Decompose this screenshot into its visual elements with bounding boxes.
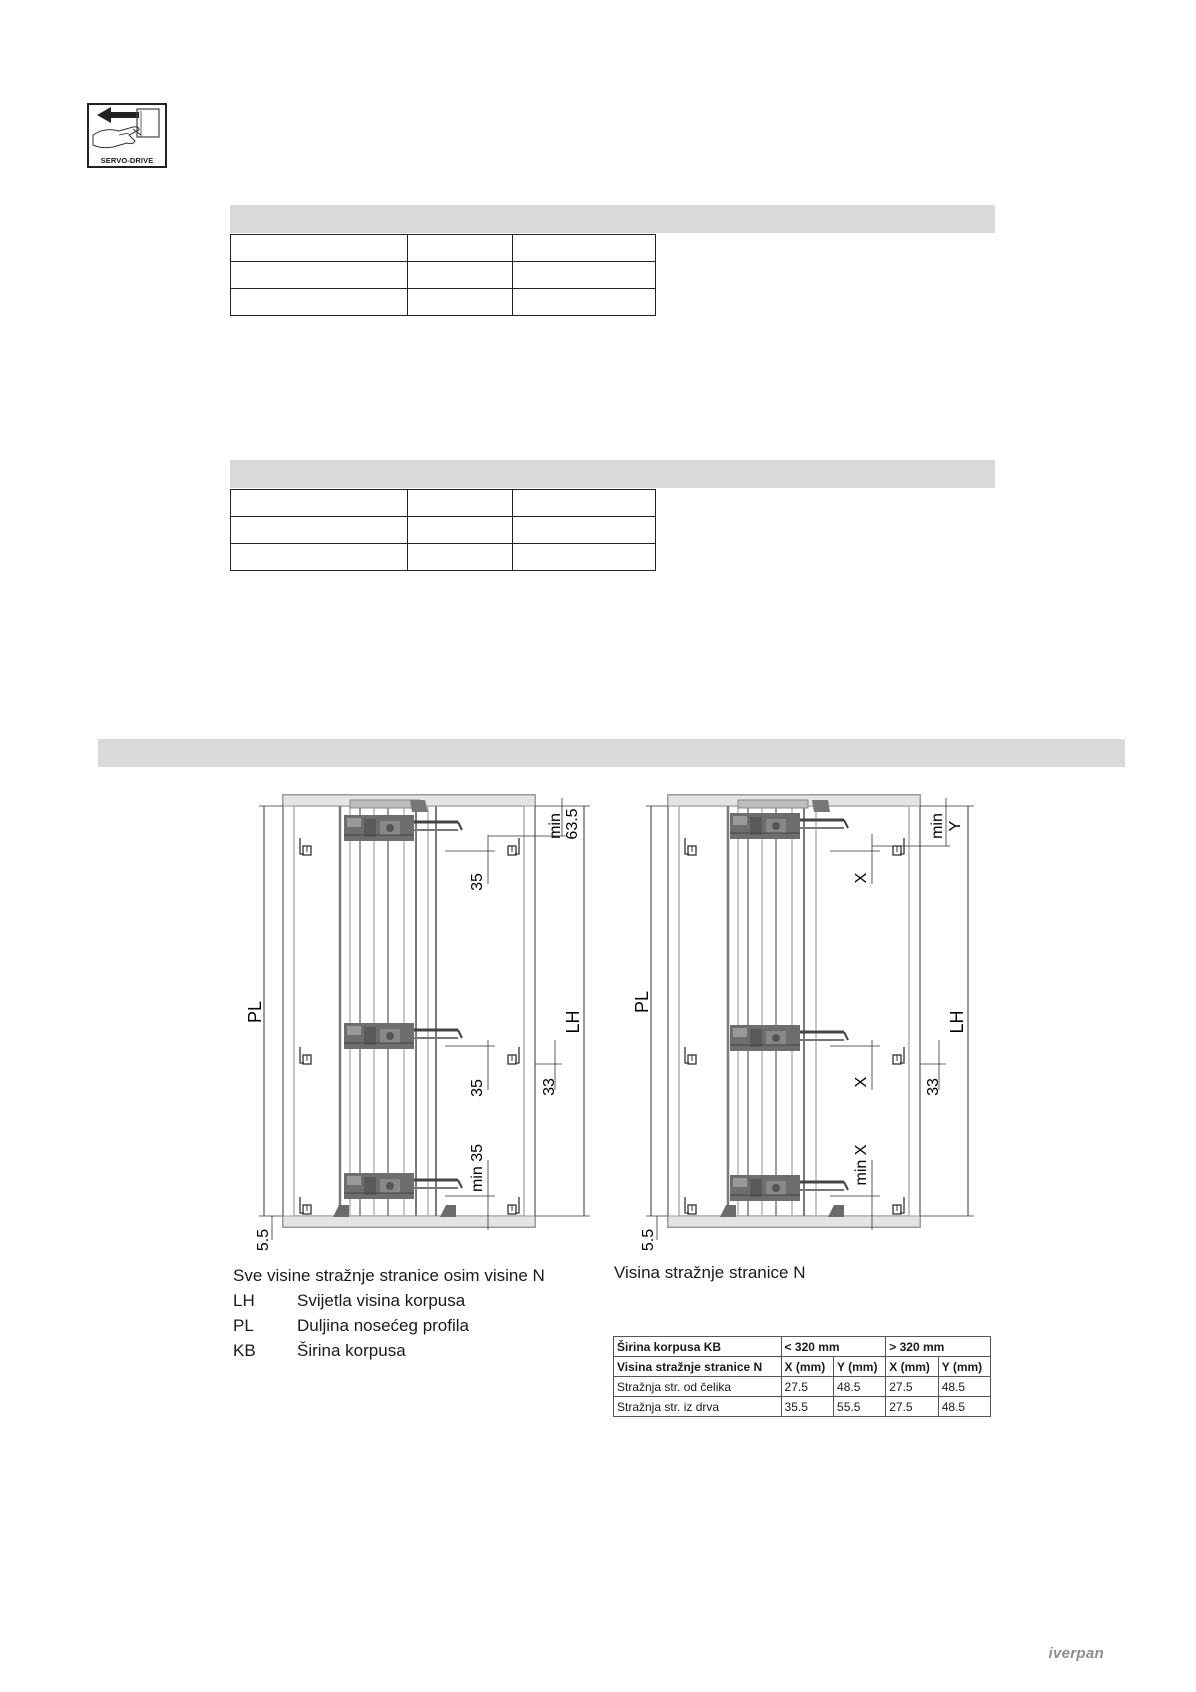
- table-cell: 48.5: [834, 1377, 886, 1397]
- right-drawing: [646, 795, 974, 1240]
- table-cell: 27.5: [781, 1377, 833, 1397]
- legend-text: Duljina nosećeg profila: [297, 1316, 469, 1335]
- left-dim-min-top: min: [547, 813, 564, 839]
- table-header-cell: Širina korpusa KB: [614, 1337, 782, 1357]
- legend: [233, 1263, 545, 1363]
- table-row: [614, 1377, 991, 1397]
- iverpan-logo: iverpan: [1048, 1645, 1104, 1662]
- table-header-cell: > 320 mm: [886, 1337, 991, 1357]
- left-dim-35-top: 35: [469, 873, 486, 891]
- table-cell: 48.5: [938, 1377, 990, 1397]
- left-dim-35-mid: 35: [469, 1079, 486, 1097]
- dimension-table: [613, 1336, 991, 1417]
- table-cell: 35.5: [781, 1397, 833, 1417]
- table-header-cell: X (mm): [781, 1357, 833, 1377]
- table-cell: 55.5: [834, 1397, 886, 1417]
- legend-abbr: KB: [233, 1341, 256, 1360]
- right-dim-minx: min X: [853, 1144, 870, 1186]
- table-header-cell: Y (mm): [834, 1357, 886, 1377]
- right-dim-x-top: X: [853, 872, 870, 884]
- servo-drive-label: SERVO-DRIVE: [100, 156, 154, 165]
- right-dim-x-mid: X: [853, 1076, 870, 1088]
- right-dim-min-top: min: [929, 813, 946, 839]
- right-dim-5-5: 5.5: [640, 1228, 657, 1252]
- table-cell: 48.5: [938, 1397, 990, 1417]
- left-lh-label: LH: [563, 1010, 583, 1034]
- legend-item: [233, 1313, 545, 1338]
- left-dim-min35: min 35: [469, 1143, 486, 1193]
- table-header-cell: Visina stražnje stranice N: [614, 1357, 782, 1377]
- right-dim-y: Y: [947, 820, 964, 832]
- table-cell: 27.5: [886, 1377, 938, 1397]
- right-pl-label: PL: [632, 990, 652, 1014]
- left-drawing: [259, 795, 590, 1240]
- table-row: [614, 1337, 991, 1357]
- right-lh-label: LH: [947, 1010, 967, 1034]
- left-pl-label: PL: [245, 1000, 265, 1024]
- legend-abbr: LH: [233, 1291, 255, 1310]
- table-header-cell: X (mm): [886, 1357, 938, 1377]
- right-caption: Visina stražnje stranice N: [614, 1263, 806, 1282]
- table-row: [614, 1357, 991, 1377]
- legend-abbr: PL: [233, 1316, 254, 1335]
- left-dim-5-5: 5.5: [255, 1228, 272, 1252]
- table-row: [614, 1397, 991, 1417]
- legend-item: [233, 1288, 545, 1313]
- legend-text: Svijetla visina korpusa: [297, 1291, 466, 1310]
- legend-text: Širina korpusa: [297, 1341, 406, 1360]
- left-dim-33: 33: [541, 1078, 558, 1096]
- table-cell: 27.5: [886, 1397, 938, 1417]
- right-dim-33: 33: [925, 1078, 942, 1096]
- table-cell: Stražnja str. od čelika: [614, 1377, 782, 1397]
- table-header-cell: Y (mm): [938, 1357, 990, 1377]
- legend-item: [233, 1338, 545, 1363]
- table-header-cell: < 320 mm: [781, 1337, 886, 1357]
- legend-title: Sve visine stražnje stranice osim visine N: [233, 1266, 545, 1285]
- table-cell: Stražnja str. iz drva: [614, 1397, 782, 1417]
- left-dim-63-5: 63.5: [564, 808, 581, 840]
